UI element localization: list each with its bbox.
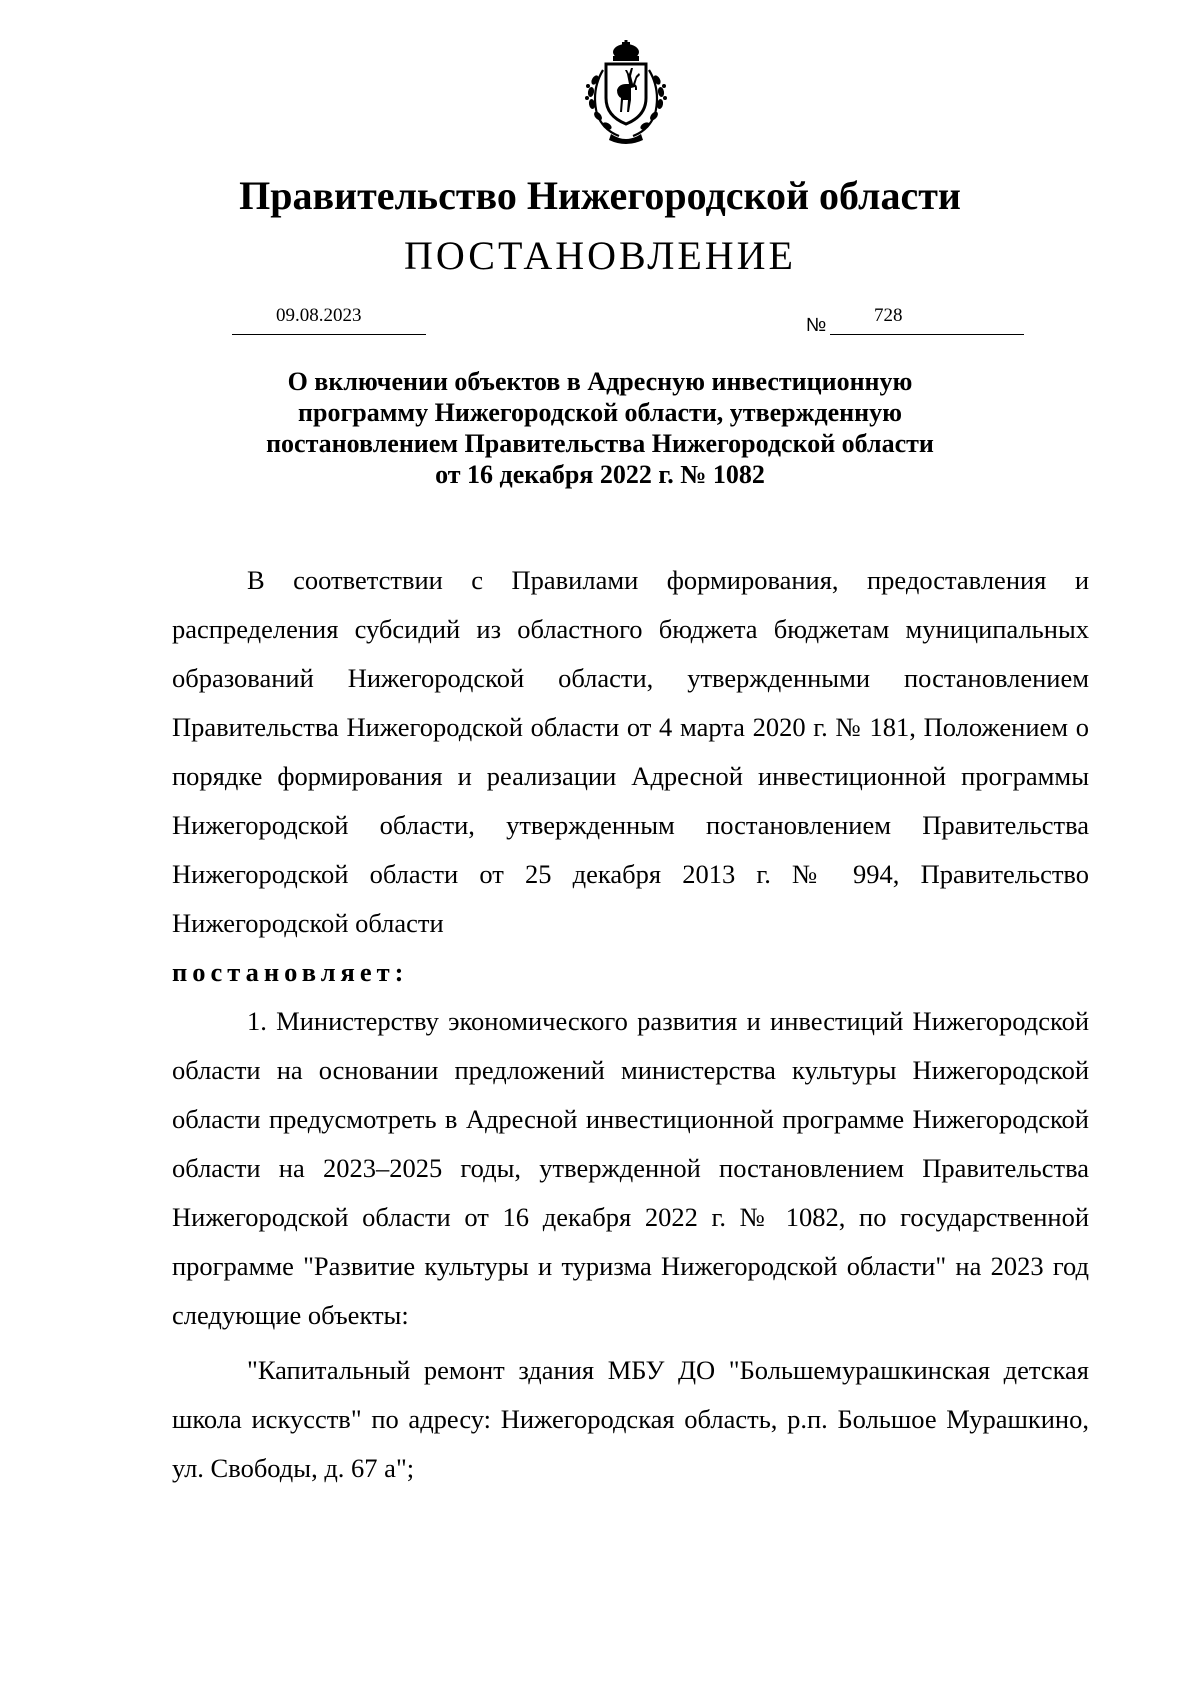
subject-line: от 16 декабря 2022 г. № 1082 (435, 460, 765, 489)
resolves-word: постановляет: (172, 957, 409, 987)
number-field (830, 304, 1024, 335)
object-1-paragraph: "Капитальный ремонт здания МБУ ДО "Большемурашкинская детская школа искусств" по адресу: Нижегородская область, р.п. Большое Мурашкино, ул. Свободы, д. 67 а"; (172, 1355, 1089, 1483)
document-subject (200, 366, 1000, 490)
subject-line: О включении объектов в Адресную инвестиционную (287, 367, 913, 396)
resolves-paragraph (172, 948, 1089, 997)
date-field (232, 304, 426, 335)
document-number: 728 (874, 305, 903, 326)
document-type: ПОСТАНОВЛЕНИЕ (404, 233, 796, 278)
document-date: 09.08.2023 (276, 305, 362, 326)
item-1-paragraph: 1. Министерству экономического развития и инвестиций Нижегородской области на основании предложений министерства культуры Нижегородской области предусмотреть в Адресной инвестиционной программе Нижегородской области на 2023–2025 годы, утвержденной постановлением Правительства Нижегородской области от 16 декабря 2022 г. № 1082, по государственной программе "Развитие культуры и туризма Нижегородской области" на 2023 год следующие объекты: (172, 1006, 1089, 1330)
document-body (172, 556, 1089, 1493)
subject-line: постановлением Правительства Нижегородской области (266, 429, 934, 458)
number-label: № (806, 315, 827, 336)
preamble-paragraph: В соответствии с Правилами формирования, предоставления и распределения субсидий из областного бюджета бюджетам муниципальных образований Нижегородской области, утвержденными постановлением Правительства Нижегородской области от 4 марта 2020 г. № 181, Положением о порядке формирования и реализации Адресной инвестиционной программы Нижегородской области, утвержденным постановлением Правительства Нижегородской области от 25 декабря 2013 г. № 994, Правительство Нижегородской области (172, 565, 1089, 938)
coat-of-arms-icon (573, 40, 679, 146)
subject-line: программу Нижегородской области, утвержденную (298, 398, 902, 427)
government-title: Правительство Нижегородской области (239, 173, 961, 218)
